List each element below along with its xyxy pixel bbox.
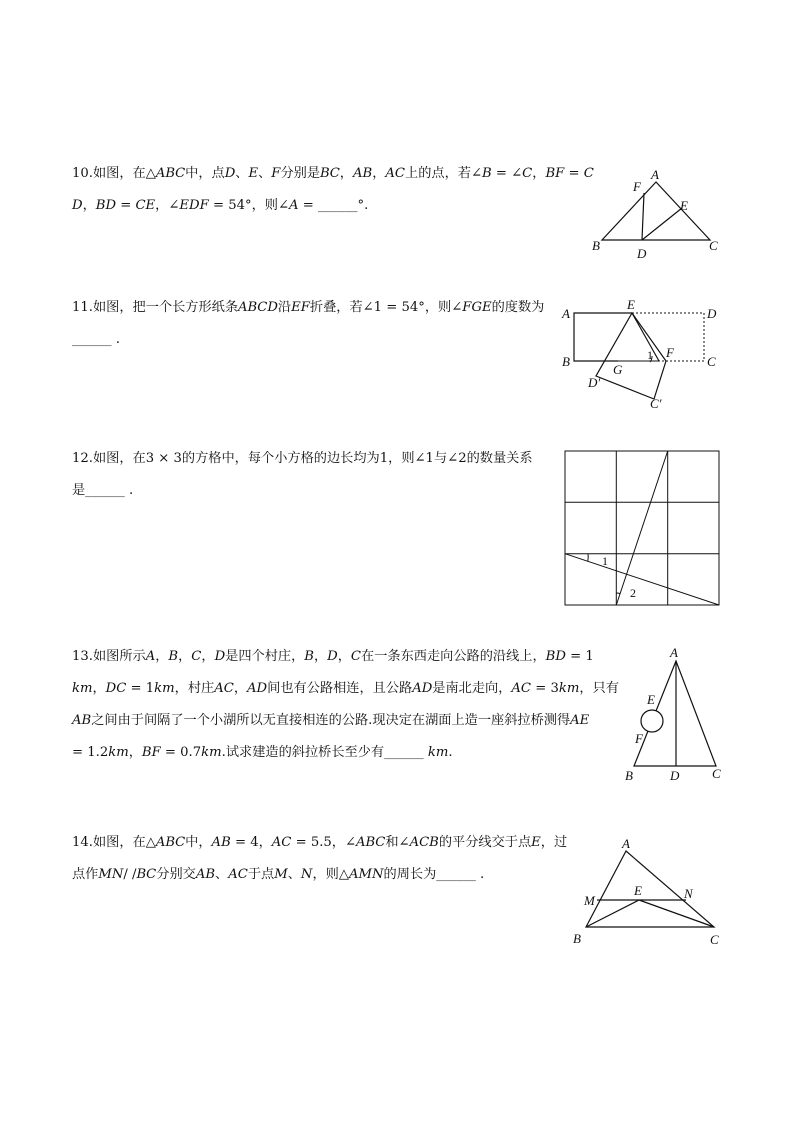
label-e: E [647, 692, 655, 707]
bisector-ce [639, 900, 714, 927]
question-12-line-2: 是______ . [72, 483, 134, 498]
segment-de [642, 208, 682, 240]
fold-ef [632, 313, 659, 361]
question-11-line-2: ______ . [72, 332, 120, 347]
triangle-abc [602, 182, 710, 240]
label-f: F [666, 345, 674, 360]
label-g: G [613, 362, 623, 377]
question-13-line-3: 𝐴𝐵之间由于间隔了一个小湖所以无直接相连的公路.现决定在湖面上造一座斜拉桥测得𝐴𝐸 [72, 713, 590, 728]
figure-13 [618, 644, 728, 788]
label-e: E [627, 297, 635, 312]
lake-circle [641, 710, 663, 732]
label-b: B [592, 238, 600, 253]
label-f: F [635, 731, 643, 746]
label-b: B [625, 768, 633, 783]
figure-11 [558, 298, 730, 414]
label-n: N [684, 886, 693, 901]
diagonal-shallow [565, 554, 719, 605]
figure-10 [588, 162, 728, 264]
question-14-line-1: 14.如图，在△𝐴𝐵𝐶中，𝐴𝐵 = 4，𝐴𝐶 = 5.5，∠𝐴𝐵𝐶和∠𝐴𝐶𝐵的平分线交于点𝐸，过 [72, 835, 568, 850]
label-d: D [670, 768, 680, 783]
segment-fd [642, 193, 644, 240]
label-c: C [707, 354, 716, 369]
question-11 [72, 292, 552, 356]
label-b: B [573, 931, 581, 946]
label-e: E [634, 883, 642, 898]
label-d-prime: D′ [588, 375, 601, 390]
label-a: A [670, 645, 678, 660]
label-f: F [633, 179, 641, 194]
label-b: B [562, 354, 570, 369]
question-14-line-2: 点作𝑀𝑁/ /𝐵𝐶分别交𝐴𝐵、𝐴𝐶于点𝑀、𝑁，则△𝐴𝑀𝑁的周长为______ . [72, 867, 485, 882]
label-angle-1: 1 [647, 348, 653, 362]
label-a: A [622, 836, 630, 851]
question-14 [72, 827, 572, 891]
question-10 [72, 158, 594, 222]
diagonal-steep [616, 451, 667, 605]
label-e: E [680, 198, 688, 213]
label-c: C [709, 238, 718, 253]
label-m: M [584, 893, 595, 908]
label-angle-2: 2 [630, 586, 636, 600]
label-d: D [637, 246, 647, 261]
question-13-line-1: 13.如图所示𝐴，𝐵，𝐶，𝐷是四个村庄，𝐵，𝐷，𝐶在一条东西走向公路的沿线上，𝐵𝐷 = 1 [72, 649, 594, 664]
question-11-line-1: 11.如图，把一个长方形纸条𝐴𝐵𝐶𝐷沿𝐸𝐹折叠，若∠1 = 54°，则∠𝐹𝐺𝐸的度数为 [72, 300, 545, 315]
label-c-prime: C′ [650, 396, 662, 411]
label-c: C [712, 766, 721, 781]
question-12 [72, 443, 552, 507]
question-10-line-2: 𝐷，𝐵𝐷 = 𝐶𝐸，∠𝐸𝐷𝐹 = 54°，则∠𝐴 = ______°. [72, 198, 369, 213]
label-d: D [707, 306, 717, 321]
figure-12 [558, 444, 728, 612]
angle-2-arc [616, 593, 620, 594]
question-12-line-1: 12.如图，在3 × 3的方格中，每个小方格的边长均为1，则∠1与∠2的数量关系 [72, 451, 533, 466]
question-13 [72, 641, 619, 769]
label-angle-1: 1 [602, 554, 608, 568]
triangle-abc [586, 851, 714, 927]
label-a: A [562, 306, 570, 321]
label-a: A [651, 167, 659, 182]
question-13-line-4: = 1.2𝑘𝑚，𝐵𝐹 = 0.7𝑘𝑚.试求建造的斜拉桥长至少有______ 𝑘𝑚. [72, 745, 453, 760]
label-c: C [710, 932, 719, 947]
figure-14 [566, 836, 730, 950]
question-13-line-2: 𝑘𝑚，𝐷𝐶 = 1𝑘𝑚，村庄𝐴𝐶，𝐴𝐷间也有公路相连，且公路𝐴𝐷是南北走向，𝐴𝐶 = 3𝑘𝑚，只有 [72, 681, 619, 696]
question-10-line-1: 10.如图，在△𝐴𝐵𝐶中，点𝐷、𝐸、𝐹分别是𝐵𝐶，𝐴𝐵，𝐴𝐶上的点，若∠𝐵 = ∠𝐶，𝐵𝐹 = 𝐶 [72, 166, 594, 181]
strip-left [574, 313, 632, 361]
